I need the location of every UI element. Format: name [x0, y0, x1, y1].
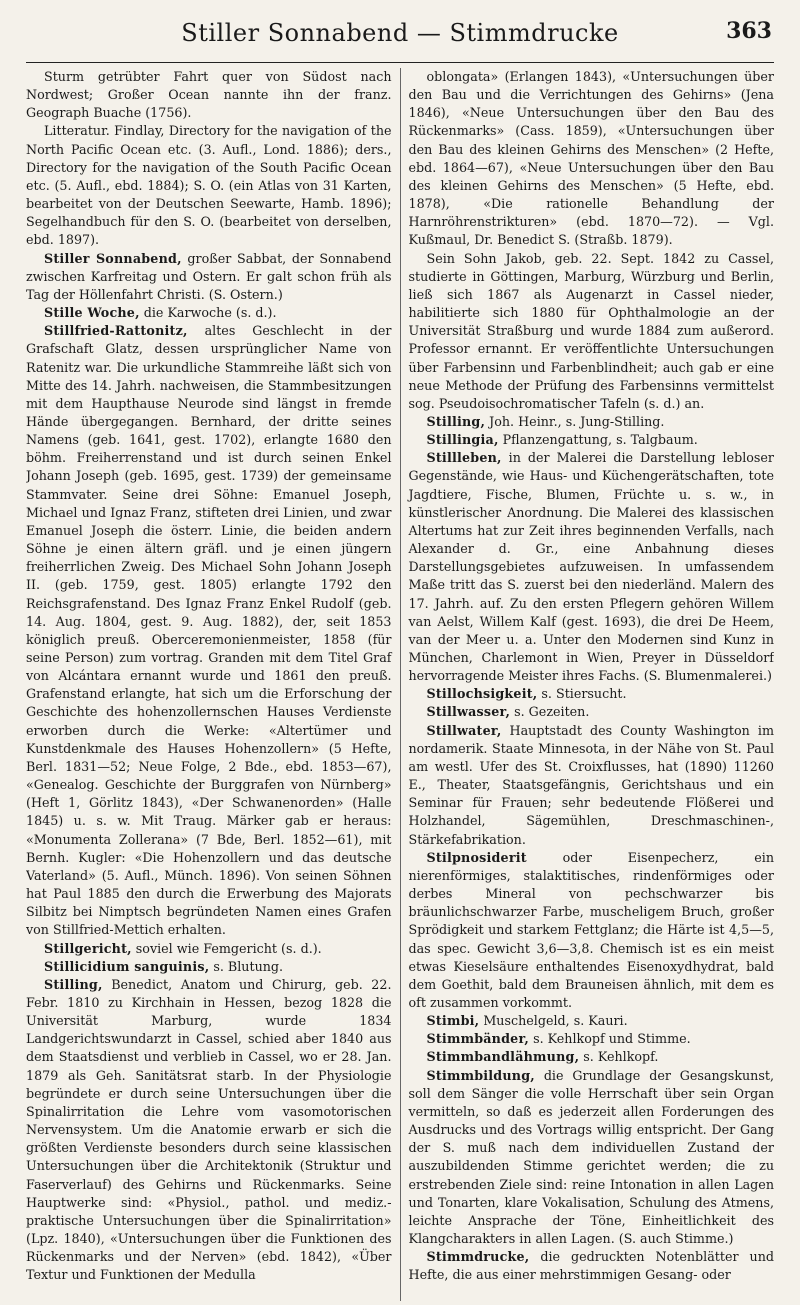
dictionary-entry	[409, 1248, 775, 1284]
entry-headword: Stillingia,	[426, 432, 499, 448]
dictionary-entry	[409, 703, 775, 721]
dictionary-entry	[26, 322, 392, 939]
dictionary-entry	[409, 68, 775, 250]
entry-headword: Stimmbänder,	[426, 1031, 530, 1047]
entry-headword: Stimmbandlähmung,	[426, 1049, 580, 1065]
entry-text: Sturm getrübter Fahrt quer von Südost nach Nordwest; Großer Ocean nannte ihn der franz. Geograph Buache (1756).	[26, 69, 392, 121]
entry-text: die gedruckten Notenblätter und Hefte, die aus einer mehrstimmigen Gesang- oder	[408, 1249, 774, 1283]
dictionary-entry	[26, 68, 392, 122]
dictionary-entry	[409, 449, 775, 685]
entry-headword: Stimbi,	[426, 1013, 480, 1029]
dictionary-entry	[409, 413, 775, 431]
entry-text: großer Sabbat, der Sonnabend zwischen Karfreitag und Ostern. Er galt schon früh als Tag der Höllenfahrt Christi. (S. Ostern.)	[26, 250, 392, 302]
dictionary-entry	[26, 976, 392, 1285]
dictionary-entry	[409, 722, 775, 849]
page-header	[24, 10, 776, 56]
entry-headword: Stilling,	[426, 413, 486, 429]
entry-headword: Stillochsigkeit,	[426, 686, 538, 702]
dictionary-entry	[26, 304, 392, 322]
entry-headword: Stilling,	[44, 976, 103, 992]
entry-text: altes Geschlecht in der Grafschaft Glatz, dessen ursprünglicher Name von Ratenitz war. Die urkundliche Stammreihe läßt sich von Mitte des 14. Jahrh. nachweisen, die Stammbesitzungen mit dem Haupthause Neurode sind längst in fremde Hände übergegangen. Bernhard, der dritte seines Namens (geb. 1641, gest. 1702), erlangte 1680 den böhm. Freiherrenstand und ist durch seinen Enkel Johann Joseph (geb. 1695, gest. 1739) der gemeinsame Stammvater. Seine drei Söhne: Emanuel Joseph, Michael und Ignaz Franz, stifteten drei Linien, und zwar Emanuel Joseph die österr. Linie, die beiden andern Söhne je einen ältern gräfl. und je einen jüngern freiherrlichen Zweig. Des Michael Sohn Johann Joseph II. (geb. 1759, gest. 1805) erlangte 1792 den Reichsgrafenstand. Des Ignaz Franz Enkel Rudolf (geb. 14. Aug. 1804, gest. 9. Aug. 1882), der, seit 1853 königlich preuß. Oberceremonienmeister, 1858 (für seine Person) zum vortrag. Granden mit dem Titel Graf von Alcántara ernannt wurde und 1861 den preuß. Grafenstand erlangte, hat sich um die Erforschung der Geschichte des hohenzollernschen Hauses Verdienste erworben durch die Werke: «Altertümer und Kunstdenkmale des Hauses Hohenzollern» (5 Hefte, Berl. 1831—52; Neue Folge, 2 Bde., ebd. 1853—67), «Genealog. Geschichte der Burggrafen von Nürnberg» (Heft 1, Görlitz 1843), «Der Schwanenorden» (Halle 1845) u. s. w. Mit Traug. Märker gab er heraus: «Monumenta Zollerana» (7 Bde, Berl. 1852—61), mit Bernh. Kugler: «Die Hohenzollern und das deutsche Vaterland» (5. Aufl., Münch. 1896). Von seinen Söhnen hat Paul 1885 den durch die Erwerbung des Majorats Silbitz bei Nimptsch begründeten Namen eines Grafen von Stillfried-Mettich erhalten.	[26, 323, 392, 938]
entry-text: oder Eisenpecherz, ein nierenförmiges, stalaktitisches, rindenförmiges oder derbes Mineral von pechschwarzer bis bräunlichschwarzer Farbe, muscheligem Bruch, großer Sprödigkeit und starkem Fettglanz; die Härte ist 4,5—5, das spec. Gewicht 3,6—3,8. Chemisch ist es ein meist etwas Kieselsäure enthaltendes Eisenoxydhydrat, bald dem Goethit, bald dem Brauneisen ähnlich, mit dem es oft zusammen vorkommt.	[408, 849, 774, 1010]
dictionary-entry	[409, 1067, 775, 1249]
dictionary-entry	[409, 1012, 775, 1030]
dictionary-entry	[26, 250, 392, 304]
entry-text: Joh. Heinr., s. Jung-Stilling.	[485, 413, 665, 429]
header-rule	[26, 62, 774, 63]
entry-headword: Stille Woche,	[44, 305, 140, 321]
left-column	[26, 68, 400, 1301]
entry-headword: Stimmbildung,	[426, 1067, 535, 1083]
entry-headword: Stillgericht,	[44, 940, 132, 956]
entry-headword: Stillwater,	[426, 722, 502, 738]
right-column	[400, 68, 775, 1301]
entry-headword: Stilpnosiderit	[426, 849, 527, 865]
dictionary-entry	[409, 431, 775, 449]
dictionary-entry	[409, 849, 775, 1012]
running-title: Stiller Sonnabend — Stimmdrucke	[181, 19, 619, 47]
entry-text: Sein Sohn Jakob, geb. 22. Sept. 1842 zu Cassel, studierte in Göttingen, Marburg, Würzburg und Berlin, ließ sich 1867 als Augenarzt in Cassel nieder, habilitierte sich 1880 für Ophthalmologie an der Universität Straßburg und wurde 1884 zum außerord. Professor ernannt. Er veröffentlichte Untersuchungen über Farbensinn und Farbenblindheit; auch gab er eine neue Methode der Prüfung des Farbensinns vermittelst sog. Pseudoisochromatischer Tafeln (s. d.) an.	[408, 250, 774, 411]
entry-text: s. Blutung.	[209, 958, 284, 974]
entry-text: soviel wie Femgericht (s. d.).	[131, 940, 322, 956]
dictionary-entry	[26, 940, 392, 958]
entry-headword: Stillicidium sanguinis,	[44, 958, 210, 974]
entry-text: s. Gezeiten.	[510, 704, 590, 720]
page-number: 363	[726, 18, 772, 44]
entry-text: Hauptstadt des County Washington im nordamerik. Staate Minnesota, in der Nähe von St. Paul am westl. Ufer des St. Croixflusses, hat (1890) 11260 E., Theater, Staatsgefängnis, Gerichtshaus und ein Seminar für Frauen; sehr bedeutende Flößerei und Holzhandel, Sägemühlen, Dreschmaschinen-, Stärkefabrikation.	[408, 722, 774, 847]
entry-text: die Grundlage der Gesangskunst, soll dem Sänger die volle Herrschaft über sein Organ vermitteln, so daß es jederzeit allen Forderungen des Ausdrucks und des Vortrags willig entspricht. Der Gang der S. muß nach dem individuellen Zustand der auszubildenden Stimme gerichtet werden; die zu erstrebenden Ziele sind: reine Intonation in allen Lagen und Tonarten, klare Vokalisation, Schulung des Atmens, leichte Ansprache der Töne, Einheitlichkeit des Klangcharakters in allen Lagen. (S. auch Stimme.)	[408, 1067, 774, 1246]
entry-text: Litteratur. Findlay, Directory for the navigation of the North Pacific Ocean etc. (3. Aufl., Lond. 1886); ders., Directory for the navigation of the South Pacific Ocean etc. (5. Aufl., ebd. 1884); S. O. (ein Atlas von 31 Karten, bearbeitet von der Deutschen Seewarte, Hamb. 1896); Segelhandbuch für den S. O. (bearbeitet von derselben, ebd. 1897).	[26, 123, 392, 248]
entry-text: s. Kehlkopf und Stimme.	[529, 1031, 691, 1047]
entry-text: s. Stiersucht.	[537, 686, 627, 702]
entry-text: Pflanzengattung, s. Talgbaum.	[498, 432, 698, 448]
entry-headword: Stillwasser,	[426, 704, 511, 720]
entry-headword: Stiller Sonnabend,	[44, 250, 182, 266]
entry-text: s. Kehlkopf.	[579, 1049, 659, 1065]
dictionary-entry	[409, 1030, 775, 1048]
entry-text: die Karwoche (s. d.).	[139, 305, 277, 321]
entry-headword: Stillfried-Rattonitz,	[44, 323, 188, 339]
entry-headword: Stillleben,	[426, 450, 502, 466]
dictionary-entry	[409, 1048, 775, 1066]
entry-headword: Stimmdrucke,	[426, 1249, 530, 1265]
dictionary-entry	[409, 250, 775, 413]
dictionary-entry	[26, 958, 392, 976]
entry-text: oblongata» (Erlangen 1843), «Untersuchungen über den Bau und die Verrichtungen des Gehirns» (Jena 1846), «Neue Untersuchungen über den Bau des Rückenmarks» (Cass. 1859), «Untersuchungen über den Bau des kleinen Gehirns des Menschen» (2 Hefte, ebd. 1864—67), «Neue Untersuchungen über den Bau des kleinen Gehirns des Menschen» (5 Hefte, ebd. 1878), «Die rationelle Behandlung der Harnröhrenstrikturen» (ebd. 1870—72). — Vgl. Kußmaul, Dr. Benedict S. (Straßb. 1879).	[408, 69, 774, 248]
text-columns	[26, 68, 774, 1301]
dictionary-entry	[409, 685, 775, 703]
dictionary-entry	[26, 122, 392, 249]
entry-text: Muschelgeld, s. Kauri.	[479, 1013, 628, 1029]
entry-text: in der Malerei die Darstellung lebloser Gegenstände, wie Haus- und Küchengerätschaften, tote Jagdtiere, Fische, Blumen, Früchte u. s. w., in künstlerischer Anordnung. Die Malerei des klassischen Altertums hat zur Zeit ihres beginnenden Verfalls, nach Alexander d. Gr., eine Anbahnung dieses Darstellungsgebietes aufzuweisen. In umfassendem Maße tritt das S. zuerst bei den niederländ. Malern des 17. Jahrh. auf. Zu den ersten Pflegern gehören Willem van Aelst, Willem Kalf (gest. 1693), die drei De Heem, van der Meer u. a. Unter den Modernen sind Kunz in München, Charlemont in Wien, Preyer in Düsseldorf hervorragende Meister ihres Fachs. (S. Blumenmalerei.)	[408, 450, 774, 684]
entry-text: Benedict, Anatom und Chirurg, geb. 22. Febr. 1810 zu Kirchhain in Hessen, bezog 1828 die Universität Marburg, wurde 1834 Landgerichtswundarzt in Cassel, schied aber 1840 aus dem Staatsdienst und verblieb in Cassel, wo er 28. Jan. 1879 als Geh. Sanitätsrat starb. In der Physiologie begründete er durch seine Untersuchungen über die Spinalirritation die Lehre vom vasomotorischen Nervensystem. Um die Anatomie erwarb er sich die größten Verdienste besonders durch seine klassischen Untersuchungen über die Architektonik (Struktur und Faserverlauf) des Gehirns und Rückenmarks. Seine Hauptwerke sind: «Physiol., pathol. und mediz.-praktische Untersuchungen über die Spinalirritation» (Lpz. 1840), «Untersuchungen über die Funktionen des Rückenmarks und der Nerven» (ebd. 1842), «Über Textur und Funktionen der Medulla	[26, 976, 392, 1283]
